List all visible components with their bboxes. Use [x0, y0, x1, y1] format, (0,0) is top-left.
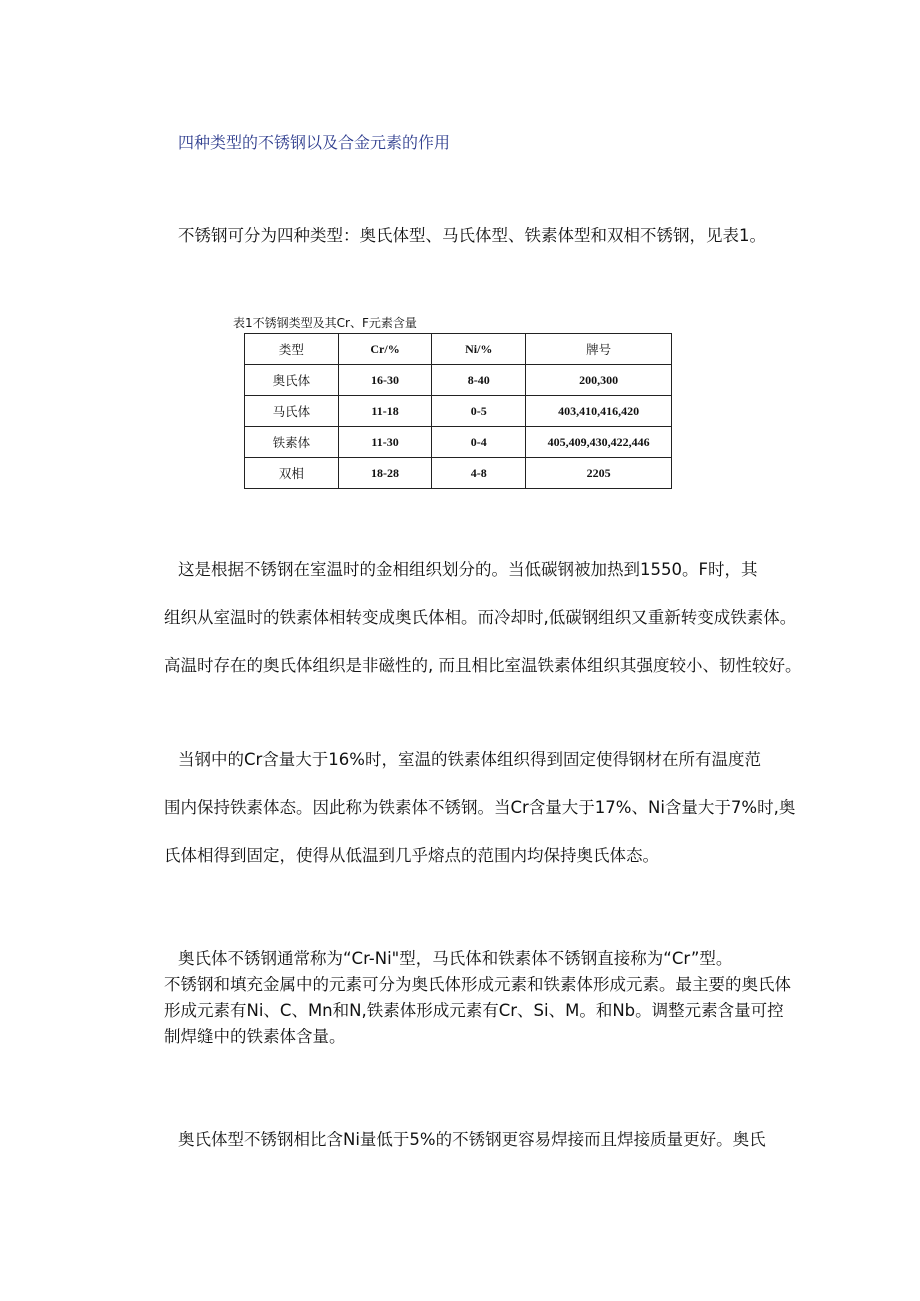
cell-grade: 405,409,430,422,446: [526, 427, 672, 458]
header-cr: Cr/%: [338, 334, 432, 365]
paragraph-weldability: [164, 1127, 784, 1153]
steel-types-table: [244, 333, 672, 489]
intro-paragraph: [178, 222, 798, 246]
cell-type: 奥氏体: [245, 365, 339, 396]
paragraph-element-types: [164, 946, 791, 1050]
intro-line: 不锈钢可分为四种类型：奥氏体型、马氏体型、铁素体型和双相不锈钢，见表1。: [178, 226, 766, 245]
cell-grade: 2205: [526, 458, 672, 489]
table-header-row: [245, 334, 672, 365]
cell-type: 马氏体: [245, 396, 339, 427]
table-row: [245, 458, 672, 489]
cell-grade: 403,410,416,420: [526, 396, 672, 427]
cell-ni: 0-5: [432, 396, 526, 427]
paragraph-line: 奥氏体不锈钢通常称为“Cr-Ni"型，马氏体和铁素体不锈钢直接称为“Cr”型。: [178, 949, 733, 968]
cell-ni: 4-8: [432, 458, 526, 489]
table-row: [245, 365, 672, 396]
header-ni: Ni/%: [432, 334, 526, 365]
paragraph-phase-transformation: [164, 558, 802, 702]
paragraph-line: 高温时存在的奥氏体组织是非磁性的, 而且相比室温铁素体组织其强度较小、韧性较好。: [164, 656, 802, 675]
paragraph-line: 奥氏体型不锈钢相比含Ni量低于5%的不锈钢更容易焊接而且焊接质量更好。奥氏: [178, 1130, 766, 1149]
cell-cr: 11-18: [338, 396, 432, 427]
document-title: 四种类型的不锈钢以及合金元素的作用: [178, 133, 451, 152]
paragraph-line: 形成元素有Ni、C、Mn和N,铁素体形成元素有Cr、Si、M。和Nb。调整元素含量可控: [164, 1001, 784, 1020]
cell-ni: 8-40: [432, 365, 526, 396]
table-row: [245, 427, 672, 458]
cell-type: 铁素体: [245, 427, 339, 458]
cell-cr: 18-28: [338, 458, 432, 489]
cell-cr: 16-30: [338, 365, 432, 396]
paragraph-line: 围内保持铁素体态。因此称为铁素体不锈钢。当Cr含量大于17%、Ni含量大于7%时,奥: [164, 798, 796, 817]
cell-grade: 200,300: [526, 365, 672, 396]
paragraph-line: 制焊缝中的铁素体含量。: [164, 1027, 346, 1046]
header-grade: 牌号: [526, 334, 672, 365]
paragraph-line: 氏体相得到固定，使得从低温到几乎熔点的范围内均保持奥氏体态。: [164, 846, 659, 865]
table-row: [245, 396, 672, 427]
paragraph-cr-content: [164, 748, 796, 892]
paragraph-line: 组织从室温时的铁素体相转变成奥氏体相。而冷却时,低碳钢组织又重新转变成铁素体。: [164, 608, 797, 627]
header-type: 类型: [245, 334, 339, 365]
cell-ni: 0-4: [432, 427, 526, 458]
paragraph-line: 当钢中的Cr含量大于16%时，室温的铁素体组织得到固定使得钢材在所有温度范: [178, 750, 761, 769]
paragraph-line: 不锈钢和填充金属中的元素可分为奥氏体形成元素和铁素体形成元素。最主要的奥氏体: [164, 975, 791, 994]
table-caption: 表1不锈钢类型及其Cr、F元素含量: [233, 316, 417, 330]
cell-cr: 11-30: [338, 427, 432, 458]
cell-type: 双相: [245, 458, 339, 489]
paragraph-line: 这是根据不锈钢在室温时的金相组织划分的。当低碳钢被加热到1550。F时，其: [178, 560, 758, 579]
